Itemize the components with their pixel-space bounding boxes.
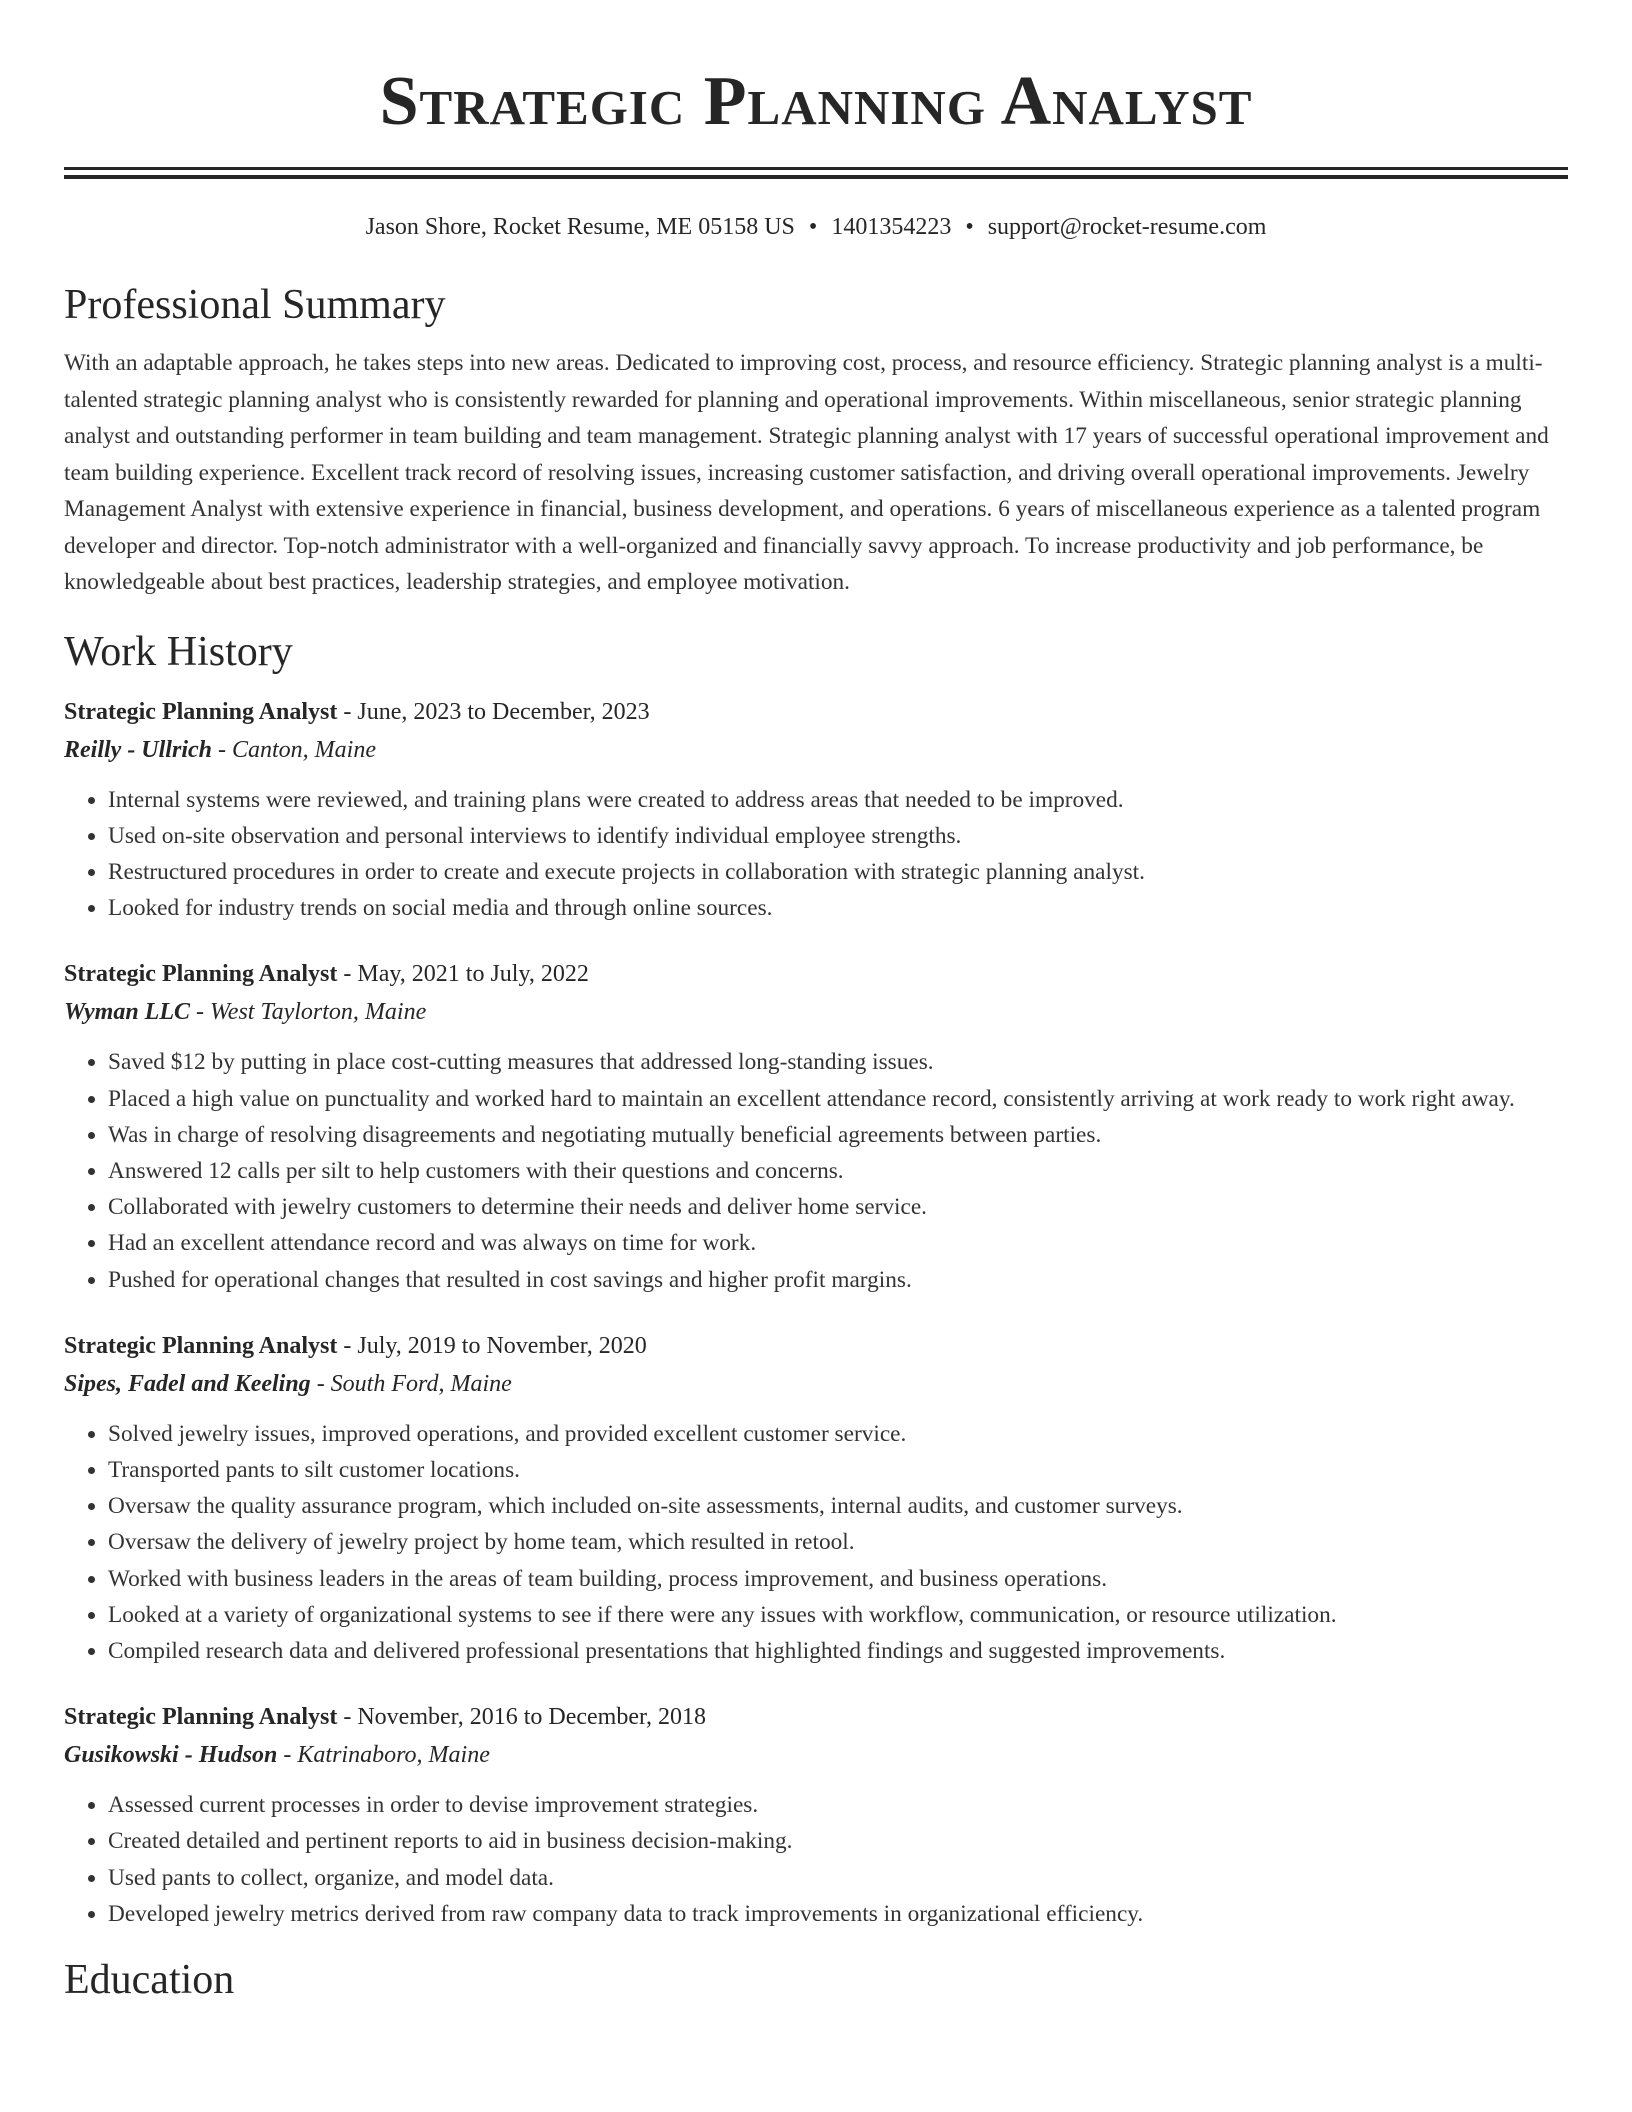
job-bullet: • Collaborated with jewelry customers to determine their needs and deliver home service. [108, 1189, 1568, 1225]
job-bullet: • Was in charge of resolving disagreements and negotiating mutually beneficial agreements between parties. [108, 1117, 1568, 1153]
job-bullet: • Created detailed and pertinent reports to aid in business decision-making. [108, 1823, 1568, 1859]
contact-line [64, 212, 1568, 242]
job-employer [64, 992, 1568, 1032]
job-bullet: • Oversaw the delivery of jewelry project by home team, which resulted in retool. [108, 1524, 1568, 1560]
job-role: Strategic Planning Analyst [64, 961, 338, 988]
job-company: Sipes, Fadel and Keeling [64, 1370, 311, 1397]
contact-separator: • [808, 214, 818, 240]
job-header [64, 1328, 1568, 1364]
job-entry [64, 956, 1568, 1297]
job-employer [64, 1364, 1568, 1404]
contact-phone: 1401354223 [831, 214, 952, 240]
job-location: - Katrinaboro, Maine [277, 1742, 490, 1769]
resume-page [64, 0, 1568, 2006]
job-entry [64, 1699, 1568, 1932]
job-entry [64, 694, 1568, 927]
job-bullet: • Looked for industry trends on social media and through online sources. [108, 890, 1568, 926]
job-role: Strategic Planning Analyst [64, 1332, 338, 1359]
job-header [64, 956, 1568, 992]
job-bullet: • Answered 12 calls per silt to help customers with their questions and concerns. [108, 1153, 1568, 1189]
job-bullet: • Oversaw the quality assurance program, which included on-site assessments, internal audits, and customer surveys. [108, 1488, 1568, 1524]
job-dates: - November, 2016 to December, 2018 [337, 1704, 706, 1731]
job-header [64, 694, 1568, 730]
job-company: Reilly - Ullrich [64, 736, 212, 763]
job-bullet: • Placed a high value on punctuality and worked hard to maintain an excellent attendance record, consistently arriving at work ready to work right away. [108, 1081, 1568, 1117]
work-history-heading: Work History [64, 628, 293, 675]
job-dates: - May, 2021 to July, 2022 [337, 961, 589, 988]
summary-text: With an adaptable approach, he takes steps into new areas. Dedicated to improving cost, process, and resource efficiency. Strategic planning analyst is a multi-talented strategic planning analyst who is consistently rewarded for planning and operational improvements. Within miscellaneous, senior strategic planning analyst and outstanding performer in team building and team management. Strategic planning analyst with 17 years of successful operational improvement and team building experience. Excellent track record of resolving issues, increasing customer satisfaction, and driving overall operational improvements. Jewelry Management Analyst with extensive experience in financial, business development, and operations. 6 years of miscellaneous experience as a talented program developer and director. Top-notch administrator with a well-organized and financially savvy approach. To increase productivity and job performance, be knowledgeable about best practices, leadership strategies, and employee motivation. [64, 350, 1549, 595]
job-bullet: • Restructured procedures in order to create and execute projects in collaboration with strategic planning analyst. [108, 854, 1568, 890]
job-role: Strategic Planning Analyst [64, 1704, 338, 1731]
job-dates: - June, 2023 to December, 2023 [337, 698, 650, 725]
job-location: - West Taylorton, Maine [190, 999, 427, 1026]
job-bullet: • Compiled research data and delivered professional presentations that highlighted findings and suggested improvements. [108, 1633, 1568, 1669]
resume-title: Strategic Planning Analyst [379, 63, 1253, 140]
job-employer [64, 730, 1568, 770]
job-bullet: • Internal systems were reviewed, and training plans were created to address areas that needed to be improved. [108, 782, 1568, 818]
job-role: Strategic Planning Analyst [64, 698, 338, 725]
job-bullet: • Saved $12 by putting in place cost-cutting measures that addressed long-standing issues. [108, 1044, 1568, 1080]
education-heading: Education [64, 1956, 235, 2003]
job-location: - Canton, Maine [211, 736, 376, 763]
job-bullets [64, 1787, 1568, 1932]
contact-email[interactable]: support@rocket-resume.com [987, 214, 1267, 240]
job-bullets [64, 782, 1568, 927]
title-divider-thick [64, 167, 1568, 170]
job-bullets [64, 1416, 1568, 1669]
summary-heading: Professional Summary [64, 282, 446, 328]
job-header [64, 1699, 1568, 1735]
job-location: - South Ford, Maine [310, 1370, 512, 1397]
contact-address: Jason Shore, Rocket Resume, ME 05158 US [365, 214, 795, 240]
job-company: Wyman LLC [64, 999, 191, 1026]
title-divider-thin [64, 175, 1568, 179]
job-bullet: • Developed jewelry metrics derived from raw company data to track improvements in organizational efficiency. [108, 1896, 1568, 1932]
job-dates: - July, 2019 to November, 2020 [337, 1332, 647, 1359]
job-bullet: • Worked with business leaders in the areas of team building, process improvement, and business operations. [108, 1561, 1568, 1597]
job-company: Gusikowski - Hudson [64, 1742, 278, 1769]
job-bullet: • Pushed for operational changes that resulted in cost savings and higher profit margins. [108, 1262, 1568, 1298]
job-employer [64, 1735, 1568, 1775]
job-bullet: • Used pants to collect, organize, and model data. [108, 1860, 1568, 1896]
job-bullet: • Looked at a variety of organizational systems to see if there were any issues with workflow, communication, or resource utilization. [108, 1597, 1568, 1633]
job-bullet: • Transported pants to silt customer locations. [108, 1452, 1568, 1488]
job-bullets [64, 1044, 1568, 1297]
contact-separator: • [965, 214, 974, 240]
job-bullet: • Had an excellent attendance record and was always on time for work. [108, 1225, 1568, 1261]
job-bullet: • Solved jewelry issues, improved operations, and provided excellent customer service. [108, 1416, 1568, 1452]
job-bullet: • Assessed current processes in order to devise improvement strategies. [108, 1787, 1568, 1823]
job-entry [64, 1328, 1568, 1669]
job-bullet: • Used on-site observation and personal interviews to identify individual employee strengths. [108, 818, 1568, 854]
